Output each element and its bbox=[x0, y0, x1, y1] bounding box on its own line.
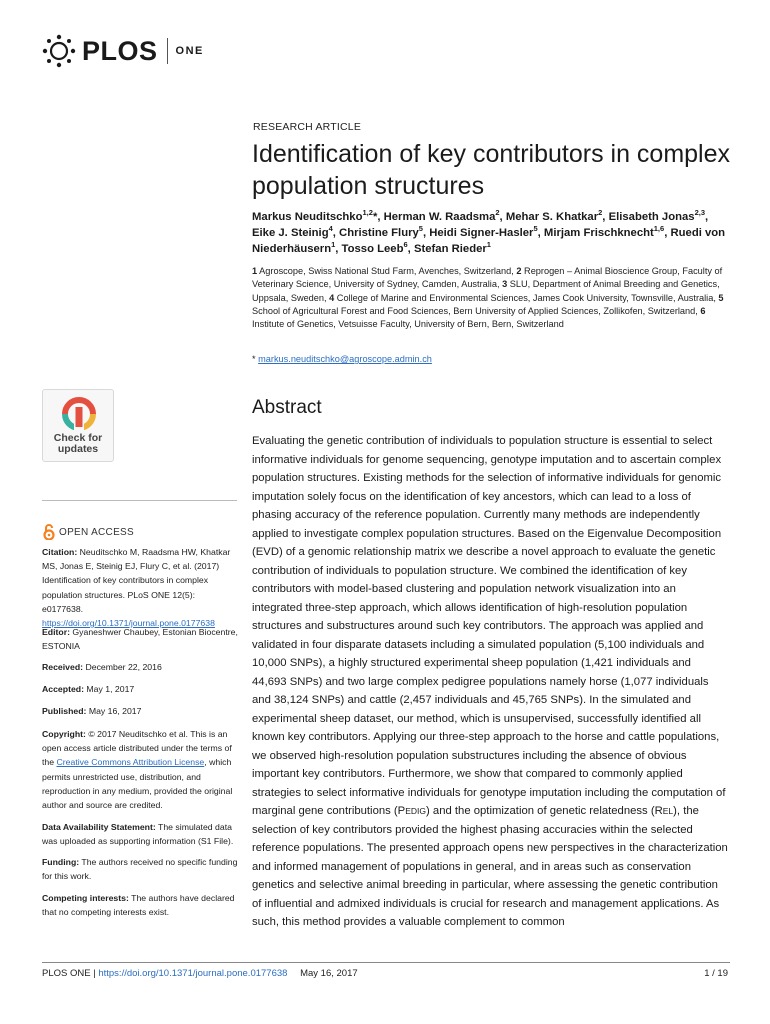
received-date: December 22, 2016 bbox=[85, 662, 162, 672]
copyright-block bbox=[42, 727, 238, 812]
published-label: Published: bbox=[42, 706, 87, 716]
editor-text: Gyaneshwer Chaubey, Estonian Biocentre, ESTONIA bbox=[42, 627, 238, 652]
logo-divider bbox=[167, 38, 168, 64]
funding-text: The authors received no specific funding for this work. bbox=[42, 857, 238, 882]
footer-journal: PLOS ONE bbox=[42, 968, 91, 979]
published-date: May 16, 2017 bbox=[88, 706, 142, 716]
correspondence-email-link[interactable]: markus.neuditschko@agroscope.admin.ch bbox=[258, 354, 432, 364]
open-access-text: OPEN ACCESS bbox=[59, 526, 134, 538]
article-type: RESEARCH ARTICLE bbox=[253, 121, 362, 133]
accepted-block bbox=[42, 682, 238, 696]
copyright-text: © 2017 Neuditschko et al. This is an open access article distributed under the terms of the bbox=[42, 729, 232, 768]
open-lock-icon bbox=[42, 524, 56, 540]
author-list: Markus Neuditschko$^{1,2}$*, Herman W. Raadsma$^2$, Mehar S. Khatkar$^2$, Elisabeth Jonas$^{2,3}$, Eike J. Steinig$^4$, Christine Flury$^5$, Heidi Signer-Hasler$^5$, Mirjam Frischknecht$^{1,6}$, Ruedi von Niederhäusern$^1$, Tosso Leeb$^6$, Stefan Rieder$^1$ bbox=[252, 208, 726, 255]
funding-label: Funding: bbox=[42, 857, 80, 867]
affiliations: 1 Agroscope, Swiss National Stud Farm, Avenches, Switzerland, 2 Reprogen – Animal Bioscience Group, Faculty of Veterinary Science, University of Sydney, Camden, Australia, 3 SLU, Department of Animal Breeding and Genetics, Uppsala, Sweden, 4 College of Marine and Environmental Sciences, James Cook University, Townsville, Australia, 5 School of Agricultural Forest and Food Sciences, Bern University of Applied Sciences, Zollikofen, Switzerland, 6 Institute of Genetics, Vetsuisse Faculty, University of Bern, Bern, Switzerland bbox=[252, 266, 724, 330]
competing-interests-block bbox=[42, 891, 238, 919]
page-number: 1 / 19 bbox=[704, 968, 728, 979]
cc-license-link[interactable]: Creative Commons Attribution License bbox=[56, 757, 205, 768]
plos-sun-icon bbox=[42, 34, 76, 68]
data-availability-label: Data Availability Statement: bbox=[42, 822, 156, 832]
editor-label: Editor: bbox=[42, 627, 70, 637]
open-access-label bbox=[42, 524, 134, 540]
correspondence-marker: * bbox=[252, 354, 256, 364]
competing-interests-text: The authors have declared that no competing interests exist. bbox=[42, 893, 235, 918]
footer-doi-link[interactable]: https://doi.org/10.1371/journal.pone.0177638 bbox=[98, 968, 288, 979]
editor-block bbox=[42, 625, 238, 653]
published-block bbox=[42, 704, 238, 718]
crossmark-icon bbox=[62, 397, 96, 431]
citation-text: Neuditschko M, Raadsma HW, Khatkar MS, Jonas E, Steinig EJ, Flury C, et al. (2017) Identification of key contributors in complex population structures. PLoS ONE 12(5): e0177638. bbox=[42, 547, 231, 614]
logo-journal-text: ONE bbox=[175, 45, 204, 57]
footer: PLOS ONE | https://doi.org/10.1371/journal.pone.0177638 May 16, 2017 bbox=[42, 968, 358, 979]
competing-interests-label: Competing interests: bbox=[42, 893, 129, 903]
received-block bbox=[42, 660, 238, 674]
plos-one-logo bbox=[42, 33, 204, 69]
check-for-updates-badge[interactable] bbox=[42, 389, 114, 462]
footer-divider bbox=[42, 962, 730, 963]
received-label: Received: bbox=[42, 662, 84, 672]
sidebar-divider bbox=[42, 500, 237, 501]
accepted-date: May 1, 2017 bbox=[86, 684, 135, 694]
accepted-label: Accepted: bbox=[42, 684, 84, 694]
correspondence bbox=[252, 354, 432, 364]
data-availability-block bbox=[42, 820, 238, 848]
logo-plos-text: PLOS bbox=[82, 35, 158, 66]
check-for-updates-label: Check for updates bbox=[53, 432, 103, 455]
footer-date: May 16, 2017 bbox=[300, 968, 358, 979]
abstract-body: Evaluating the genetic contribution of individuals to population structure is essential to select informative individuals for genome sequencing, genotype imputation and to ascertain complex population structures. Existing methods for the selection of informative individuals for genomic imputation solely focus on the identification of key ancestors, which can lead to a loss of phasing accuracy of the reference population. Currently many methods are independently applied to investigate complex population structures. Based on the Eigenvalue Decomposition (EVD) of a genomic relationship matrix we describe a novel approach to evaluate the genetic contribution of individuals to population structure. We combined the identification of key contributors with model-based clustering and population network visualization into an integrated three-step approach, which allows identification of high-resolution population structures and substructures around such key contributors. The approach was applied and validated in four disparate datasets including a simulated population (5,100 individuals and 10,000 SNPs), a highly structured experimental sheep population (1,421 individuals and 44,693 SNPs) and two large complex pedigree populations namely horse (1,077 individuals and 38,124 SNPs) and cattle (2,457 individuals and 45,765 SNPs). In the simulated and experimental sheep dataset, our method, which is unsupervised, successfully identified all known key contributors. Applying our three-step approach to the horse and cattle populations, we observed high-resolution population substructures including the absence of obvious important key contributors. Furthermore, we show that compared to commonly applied strategies to select informative individuals for genotype imputation including the computation of marginal gene contributions (PEDIG) and the optimization of genetic relatedness (REL), the selection of key contributors provided the highest phasing accuracies within the selected reference populations. The presented approach opens new perspectives in the characterization and informed management of populations in general, and in areas such as conservation genetics and selective animal breeding in particular, where assessing the genetic contribution of influential and admixed individuals is crucial for research and management applications. As such, this method provides a valuable complement to common bbox=[252, 435, 728, 928]
citation-label: Citation: bbox=[42, 547, 78, 557]
abstract-heading: Abstract bbox=[252, 397, 322, 418]
copyright-label: Copyright: bbox=[42, 729, 86, 739]
citation-doi-link[interactable]: https://doi.org/10.1371/journal.pone.0177638 bbox=[42, 618, 215, 629]
data-availability-text: The simulated data was uploaded as supporting information (S1 File). bbox=[42, 822, 234, 847]
citation-block bbox=[42, 545, 238, 630]
copyright-text-end: , which permits unrestricted use, distribution, and reproduction in any medium, provided the original author and source are credited. bbox=[42, 757, 233, 811]
article-title: Identification of key contributors in complex population structures bbox=[252, 140, 731, 200]
funding-block bbox=[42, 855, 238, 883]
